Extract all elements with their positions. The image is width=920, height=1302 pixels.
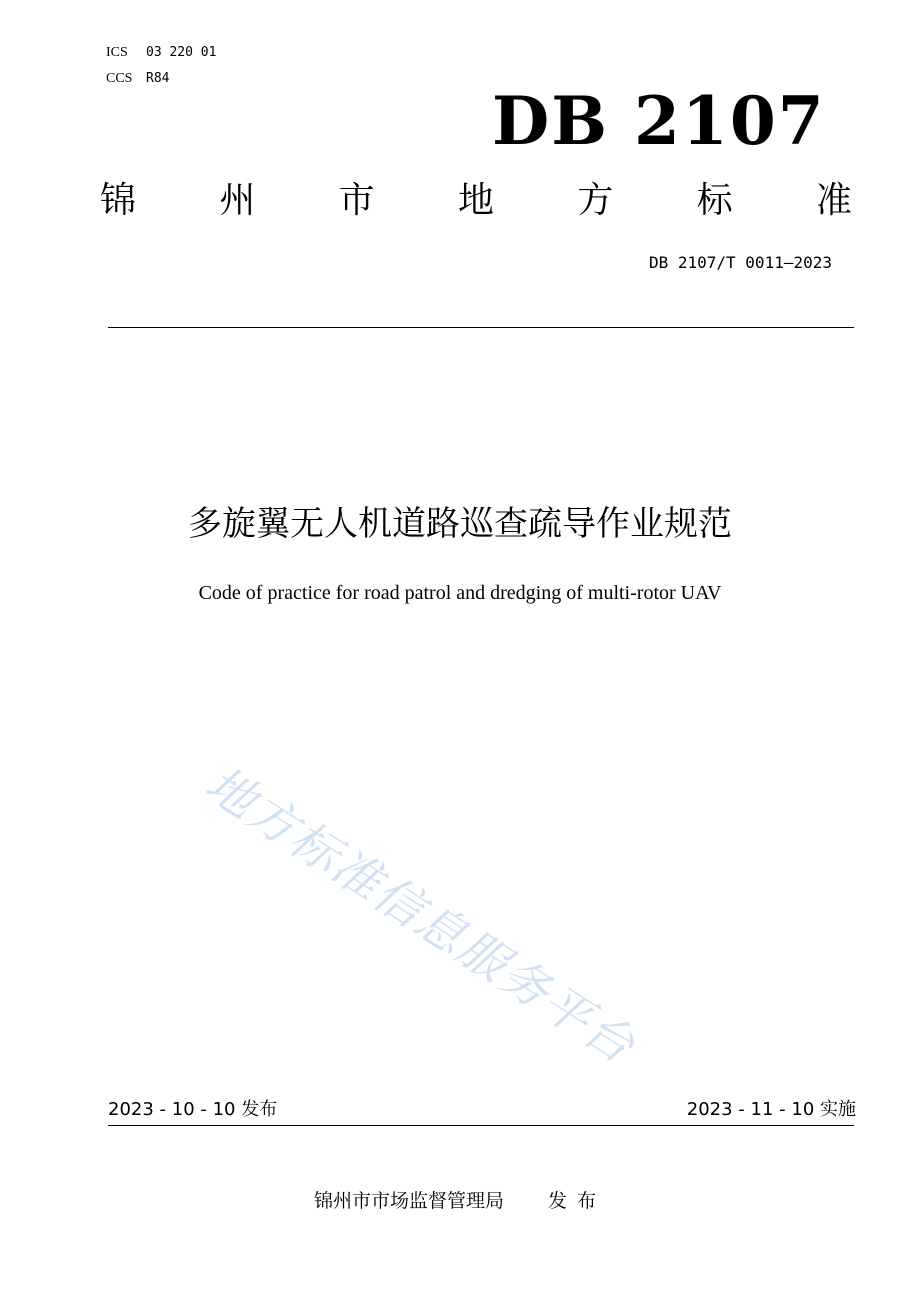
standard-type-char: 方 — [577, 180, 614, 221]
bottom-divider — [108, 1125, 854, 1126]
document-title-cn: 多旋翼无人机道路巡查疏导作业规范 — [188, 504, 732, 544]
issuer-name: 锦州市市场监督管理局 — [313, 1190, 504, 1212]
watermark: 地方标准信息服务平台 — [195, 756, 646, 1076]
standard-type-char: 准 — [815, 180, 852, 221]
ccs-value: R84 — [146, 71, 170, 86]
standard-type-char: 市 — [338, 180, 375, 221]
ics-value: 03 220 01 — [146, 45, 217, 60]
document-title-en: Code of practice for road patrol and dredging of multi-rotor UAV — [198, 582, 722, 604]
ics-label: ICS — [106, 45, 128, 60]
top-divider — [108, 327, 854, 328]
ccs-code-line — [106, 70, 169, 88]
standard-type-char: 州 — [219, 180, 256, 221]
issuer-line — [0, 1187, 920, 1215]
publish-date: 2023 - 10 - 10 发布 — [108, 1099, 278, 1120]
implement-date: 2023 - 11 - 10 实施 — [686, 1099, 856, 1120]
db-code-mark: DB 2107 — [492, 82, 826, 160]
standard-type-char: 地 — [457, 180, 494, 221]
standard-type-heading — [100, 175, 852, 227]
issuer-action: 发布 — [548, 1190, 607, 1212]
standard-type-char: 标 — [696, 180, 733, 221]
standard-type-char: 锦 — [100, 180, 137, 221]
ics-code-line — [106, 44, 216, 62]
ccs-label: CCS — [106, 71, 133, 86]
standard-number: DB 2107/T 0011—2023 — [648, 253, 832, 272]
